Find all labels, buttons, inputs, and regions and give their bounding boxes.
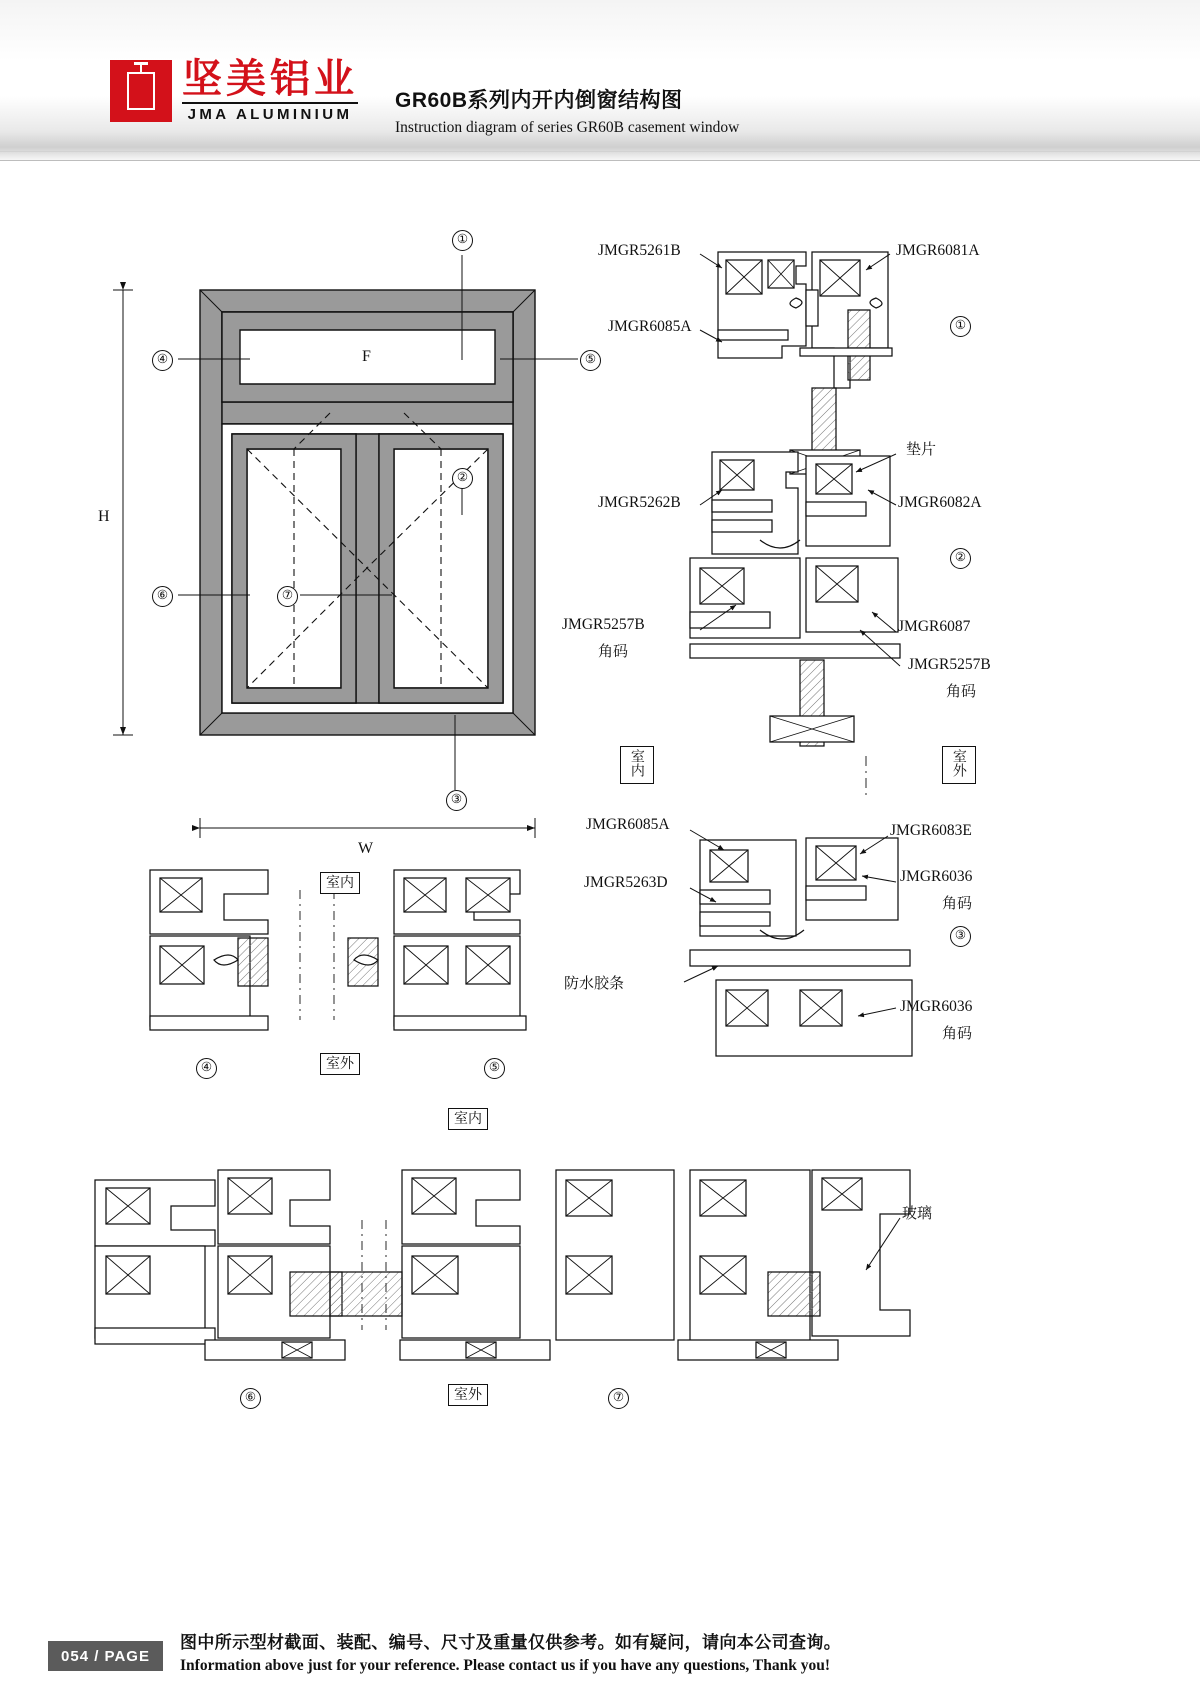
title-en: Instruction diagram of series GR60B casement window [395,119,740,136]
part-label-jiaoma-3a: 角码 [942,895,973,912]
tag-indoor-midrow-text: 室内 [326,874,354,890]
tag-outdoor-bottomrow-text: 室外 [454,1386,482,1402]
elevation-marker-5: ⑤ [580,350,601,371]
title-cn: GR60B系列内开内倒窗结构图 [395,89,683,112]
part-label-jmgr6036-bottom: JMGR6036 [900,998,973,1015]
tag-indoor-bottomrow-text: 室内 [454,1110,482,1126]
elevation-marker-2: ② [452,468,473,489]
part-label-jmgr5261b: JMGR5261B [598,242,681,259]
part-label-jmgr6081a: JMGR6081A [896,242,980,259]
tag-indoor-detail [620,746,654,784]
part-label-jmgr5257b-left: JMGR5257B [562,616,645,633]
detail-marker-3: ③ [950,926,971,947]
fixed-pane-label: F [362,348,371,365]
brand-logo [110,58,358,123]
brand-name-cn: 坚美铝业 [182,57,358,101]
part-label-jmgr5257b-right: JMGR5257B [908,656,991,673]
brand-name-en: JMA ALUMINIUM [182,102,358,123]
elevation-marker-1: ① [452,230,473,251]
page-title [395,84,739,137]
part-label-jiaoma-right: 角码 [946,683,977,700]
part-label-jmgr6083e: JMGR6083E [890,822,972,839]
page-footer [0,1593,1200,1697]
tag-indoor-bottomrow [448,1108,488,1130]
detail-marker-7: ⑦ [608,1388,629,1409]
detail-marker-5: ⑤ [484,1058,505,1079]
part-label-jmgr6085a-bottom: JMGR6085A [586,816,670,833]
tag-outdoor-detail [942,746,976,784]
part-label-jmgr5262b: JMGR5262B [598,494,681,511]
elevation-marker-4: ④ [152,350,173,371]
part-label-boli: 玻璃 [902,1205,933,1222]
footer-note-en: Information above just for your reference. Please contact us if you have any questions, Thank you! [180,1657,831,1674]
part-label-dianpian: 垫片 [906,441,937,458]
dim-height-label: H [98,508,110,525]
part-label-jmgr6085a-top: JMGR6085A [608,318,692,335]
tag-outdoor-midrow-text: 室外 [326,1055,354,1071]
tag-indoor-text: 室内 [629,749,646,777]
elevation-marker-6: ⑥ [152,586,173,607]
tag-outdoor-midrow [320,1053,360,1075]
detail-marker-6: ⑥ [240,1388,261,1409]
part-label-jiaoma-left: 角码 [598,643,629,660]
page-number-badge: 054 / PAGE [48,1641,163,1671]
dim-width-label: W [358,840,374,857]
page-header [0,0,1200,161]
elevation-marker-3: ③ [446,790,467,811]
jma-red-logo-icon [110,60,172,122]
tag-outdoor-text: 室外 [951,749,968,777]
part-label-jmgr5263d: JMGR5263D [584,874,668,891]
elevation-marker-7: ⑦ [277,586,298,607]
part-label-jmgr6036-top: JMGR6036 [900,868,973,885]
part-label-jmgr6082a: JMGR6082A [898,494,982,511]
part-label-jiaoma-3b: 角码 [942,1025,973,1042]
tag-outdoor-bottomrow [448,1384,488,1406]
part-label-jmgr6087: JMGR6087 [898,618,971,635]
tag-indoor-midrow [320,872,360,894]
footer-note-cn: 图中所示型材截面、装配、编号、尺寸及重量仅供参考。如有疑问，请向本公司查询。 [180,1633,842,1652]
detail-marker-1: ① [950,316,971,337]
detail-marker-2: ② [950,548,971,569]
detail-marker-4: ④ [196,1058,217,1079]
diagram-canvas [0,160,1200,1590]
part-label-fangshui-jiaotiao: 防水胶条 [564,975,625,992]
